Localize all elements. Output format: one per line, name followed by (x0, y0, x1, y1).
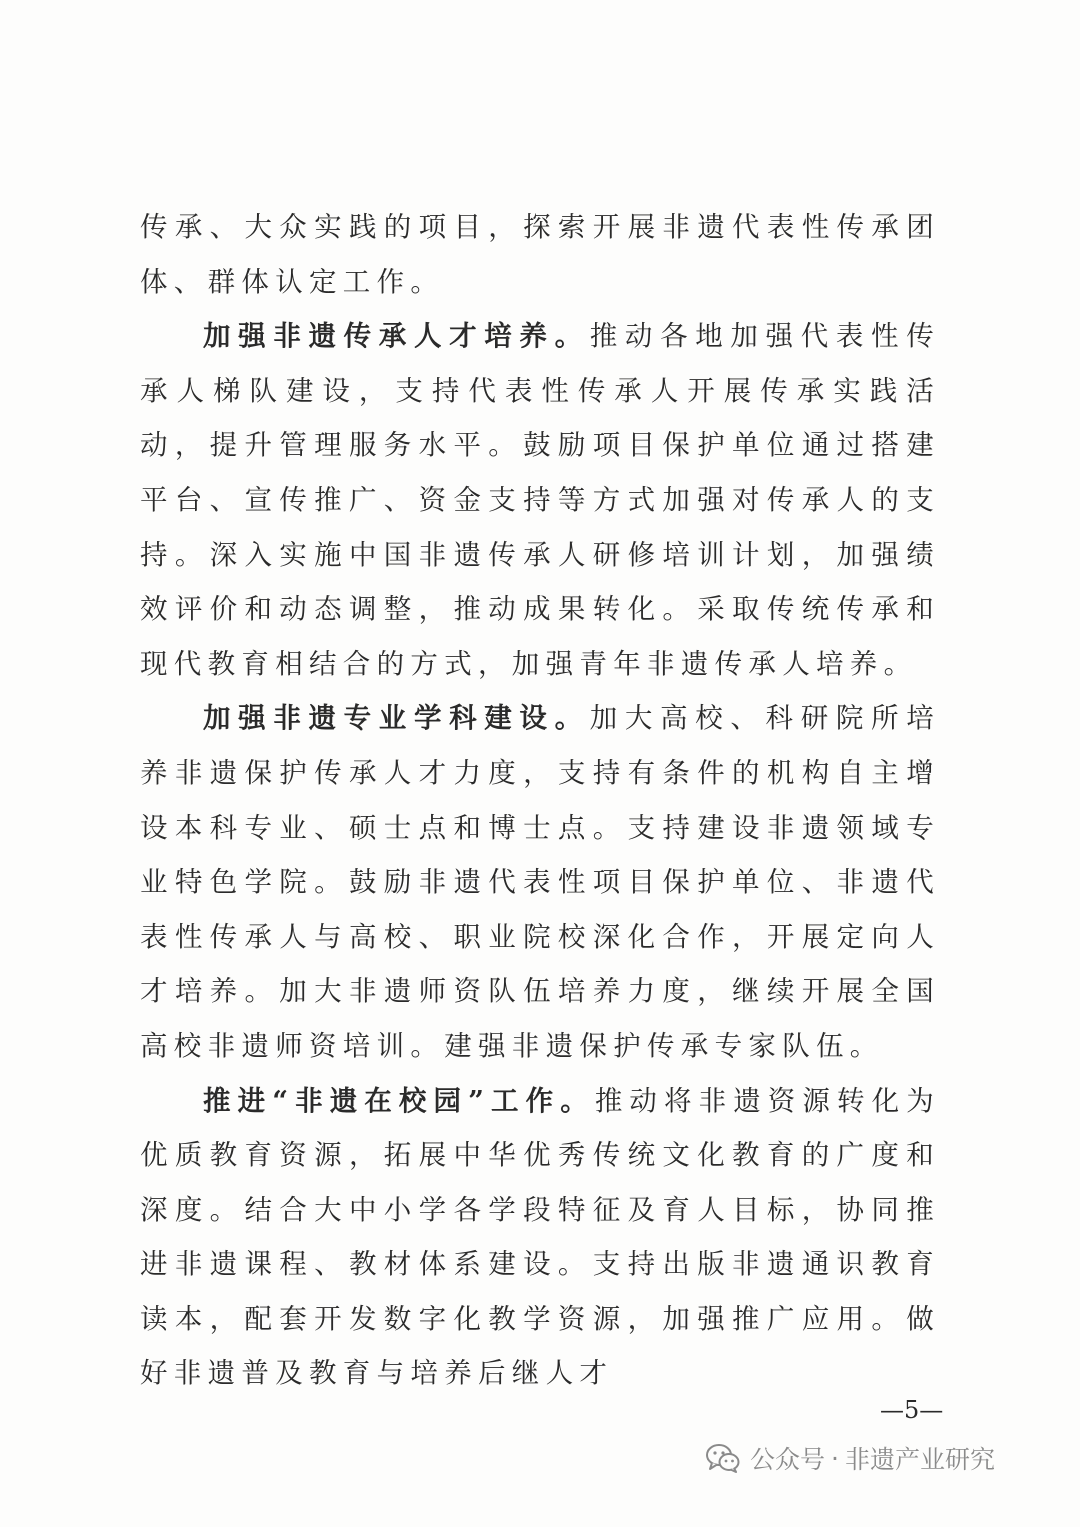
paragraph-body: 推动将非遗资源转化为优质教育资源，拓展中华优秀传统文化教育的广度和深度。结合大中小学各学段特征及育人目标，协同推进非遗课程、教材体系建设。支持出版非遗通识教育读本，配套开发数字化教学资源，加强推广应用。做好非遗普及教育与培养后继人才 (140, 1084, 940, 1390)
paragraph-campus (140, 1074, 940, 1402)
paragraph-body: 推动各地加强代表性传承人梯队建设，支持代表性传承人开展传承实践活动，提升管理服务水平。鼓励项目保护单位通过搭建平台、宣传推广、资金支持等方式加强对传承人的支持。深入实施中国非遗传承人研修培训计划，加强绩效评价和动态调整，推动成果转化。采取传统传承和现代教育相结合的方式，加强青年非遗传承人培养。 (140, 320, 940, 680)
page-number: —5— (880, 1396, 944, 1424)
paragraph-heading: 推进“非遗在校园”工作。 (203, 1084, 595, 1117)
watermark (706, 1438, 995, 1478)
paragraph-heading: 加强非遗传承人才培养。 (203, 320, 590, 353)
wechat-icon (706, 1443, 740, 1473)
watermark-separator: · (831, 1443, 839, 1473)
paragraph-body: 加大高校、科研院所培养非遗保护传承人才力度，支持有条件的机构自主增设本科专业、硕士点和博士点。支持建设非遗领域专业特色学院。鼓励非遗代表性项目保护单位、非遗代表性传承人与高校、职业院校深化合作，开展定向人才培养。加大非遗师资队伍培养力度，继续开展全国高校非遗师资培训。建强非遗保护传承专家队伍。 (140, 702, 940, 1062)
watermark-account: 非遗产业研究 (844, 1445, 995, 1474)
watermark-prefix: 公众号 (750, 1445, 826, 1474)
paragraph-talent-training (140, 309, 940, 691)
body-text (140, 200, 940, 1401)
paragraph-heading: 加强非遗专业学科建设。 (203, 702, 590, 735)
paragraph-continuation (140, 200, 940, 309)
paragraph-discipline-building (140, 691, 940, 1073)
paragraph-body: 传承、大众实践的项目，探索开展非遗代表性传承团体、群体认定工作。 (140, 211, 940, 298)
